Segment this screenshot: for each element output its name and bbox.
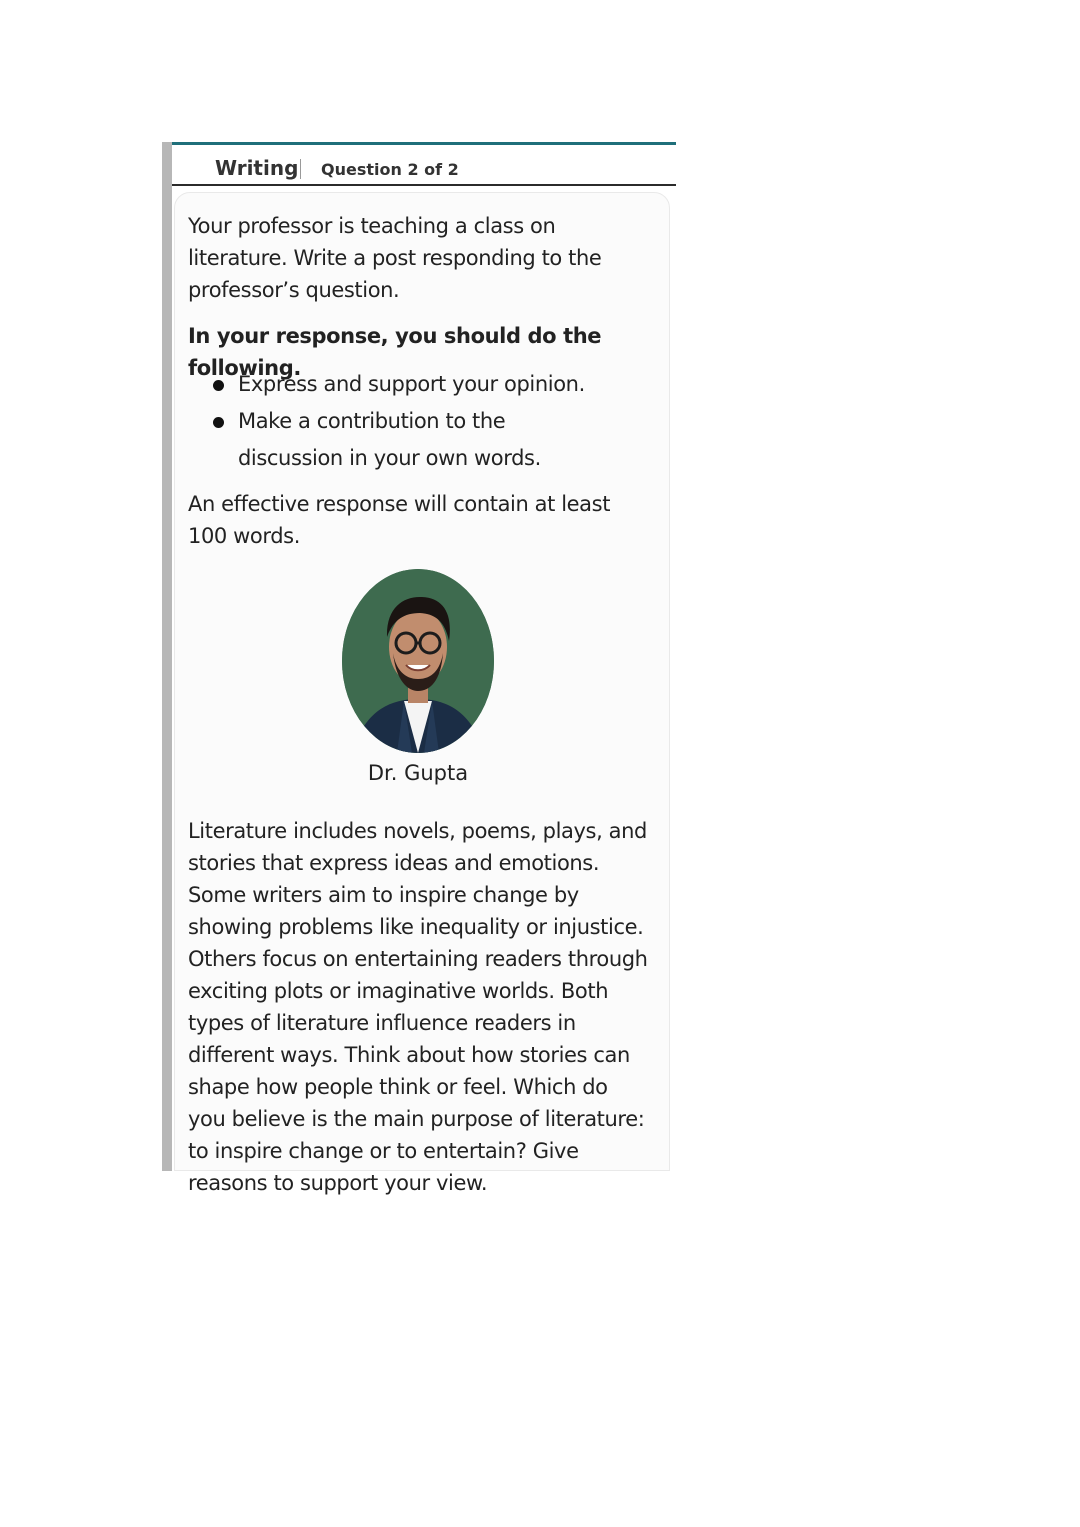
list-item: [213, 366, 633, 403]
list-item: [213, 403, 610, 477]
question-card: [174, 192, 670, 1195]
instruction-heading: In your response, you should do the following.: [188, 324, 602, 380]
task-intro: Your professor is teaching a class on literature. Write a post responding to the professor’s question.: [188, 214, 602, 302]
bullet-icon: [213, 380, 224, 391]
bullet-text: Make a contribution to the discussion in your own words.: [238, 409, 541, 470]
professor-name: Dr. Gupta: [367, 761, 469, 785]
section-title: Writing: [215, 156, 299, 180]
left-border: [162, 142, 172, 1171]
discussion-prompt: Literature includes novels, poems, plays, and stories that express ideas and emotions. Some writers aim to inspire change by showing problems like inequality or injustice. Others focus on entertaining readers through exciting plots or imaginative worlds. Both types of literature influence readers in different ways. Think about how stories can shape how people think or feel. Which do you believe is the main purpose of literature: to inspire change or to entertain? Give reasons to support your view.: [188, 819, 648, 1195]
task-header: [172, 142, 676, 186]
professor-photo-icon: [342, 569, 494, 753]
header-divider: [300, 159, 301, 179]
word-requirement: An effective response will contain at least 100 words.: [188, 492, 611, 548]
bullet-text: Express and support your opinion.: [238, 372, 585, 396]
writing-task-panel: [162, 142, 676, 1195]
question-counter: Question 2 of 2: [321, 160, 459, 179]
instruction-list: [213, 366, 633, 477]
bullet-icon: [213, 417, 224, 428]
